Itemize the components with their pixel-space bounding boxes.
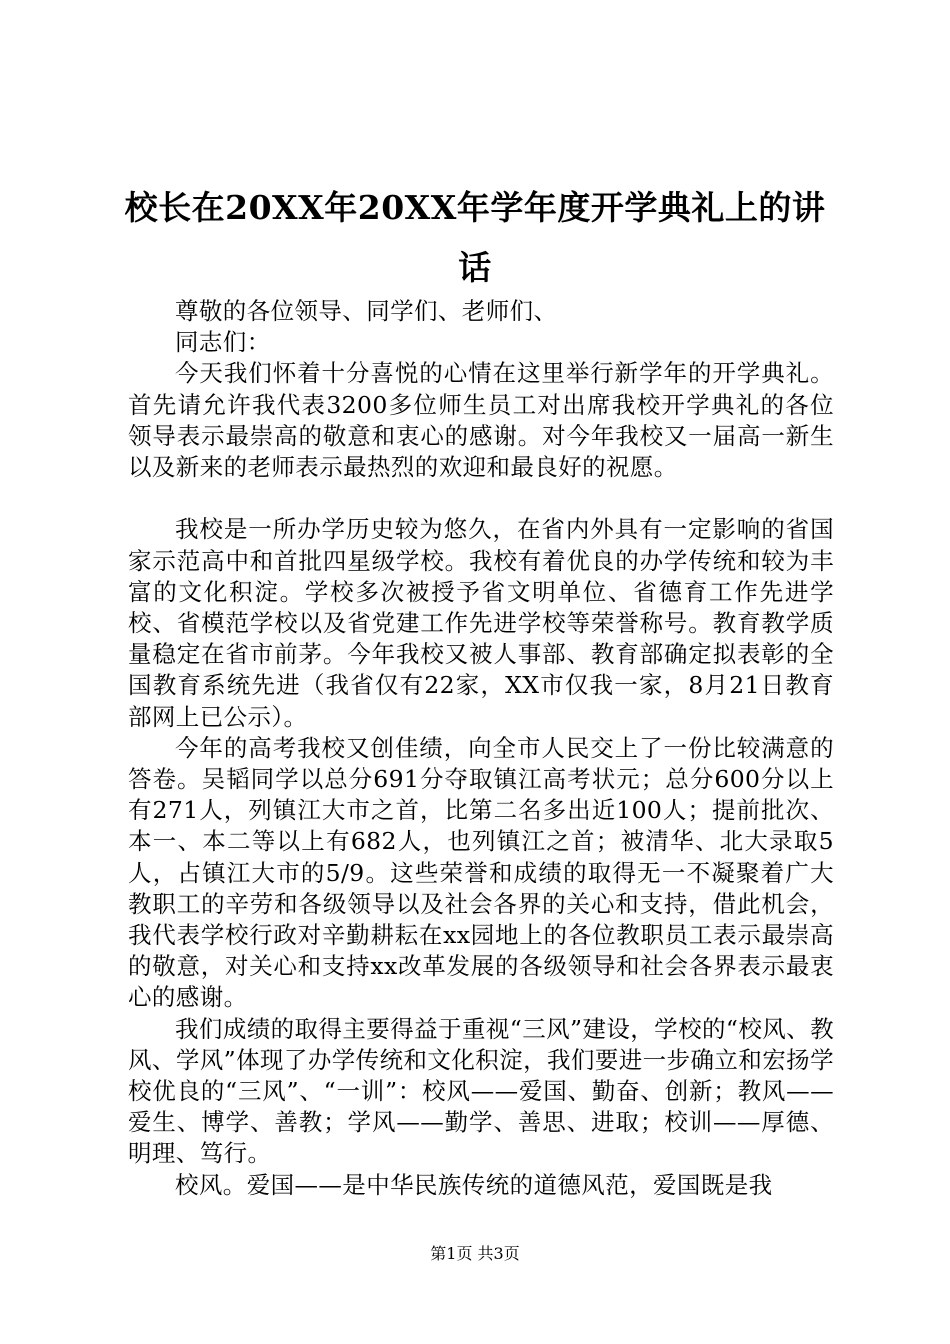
paragraph: 我校是一所办学历史较为悠久，在省内外具有一定影响的省国家示范高中和首批四星级学校。我校有着优良的办学传统和较为丰富的文化积淀。学校多次被授予省文明单位、省德育工作先进学校、省模范学校以及省党建工作先进学校等荣誉称号。教育教学质量稳定在省市前茅。今年我校又被人事部、教育部确定拟表彰的全国教育系统先进（我省仅有22家，XX市仅我一家，8月21日教育部网上已公示）。 [128,515,834,731]
salutation-line: 尊敬的各位领导、同学们、老师们、 [175,297,558,325]
document-title: 校长在20XX年20XX年学年度开学典礼上的讲话 [124,188,826,287]
document-body [128,296,834,1201]
paragraph: 今年的高考我校又创佳绩，向全市人民交上了一份比较满意的答卷。吴韬同学以总分691分夺取镇江高考状元；总分600分以上有271人，列镇江大市之首，比第二名多出近100人；提前批次、本一、本二等以上有682人，也列镇江之首；被清华、北大录取5人，占镇江大市的5/9。这些荣誉和成绩的取得无一不凝聚着广大教职工的辛劳和各级领导以及社会各界的关心和支持，借此机会，我代表学校行政对辛勤耕耘在xx园地上的各位教职员工表示最崇高的敬意，对关心和支持xx改革发展的各级领导和社会各界表示最衷心的感谢。 [128,733,834,1012]
paragraph: 我们成绩的取得主要得益于重视“三风”建设，学校的“校风、教风、学风”体现了办学传统和文化积淀，我们要进一步确立和宏扬学校优良的“三风”、“一训”：校风——爱国、勤奋、创新；教风——爱生、博学、善教；学风——勤学、善思、进取；校训——厚德、明理、笃行。 [128,1014,834,1168]
paragraph: 今天我们怀着十分喜悦的心情在这里举行新学年的开学典礼。首先请允许我代表3200多位师生员工对出席我校开学典礼的各位领导表示最崇高的敬意和衷心的感谢。对今年我校又一届高一新生以及新来的老师表示最热烈的欢迎和最良好的祝愿。 [128,359,834,482]
salutation-line: 同志们： [175,328,271,357]
page-number: 第1页 共3页 [430,1244,520,1263]
page-footer [0,1244,950,1264]
paragraph: 校风。爱国——是中华民族传统的道德风范，爱国既是我 [175,1170,773,1199]
